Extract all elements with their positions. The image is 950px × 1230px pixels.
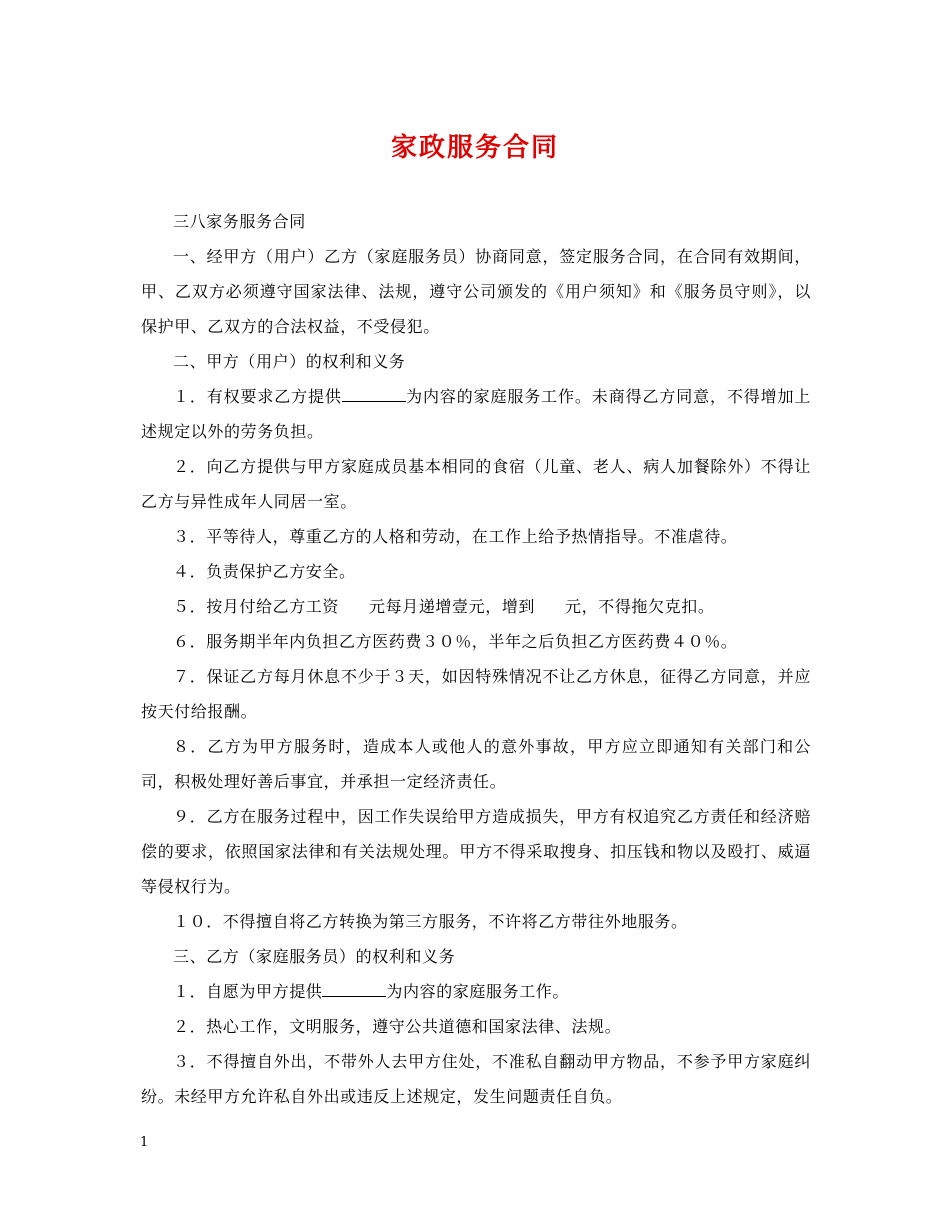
clause-text: 为内容的家庭服务工作。未商得乙方同意，不得增加上述规定以外的劳务负担。	[141, 387, 811, 441]
page-number: 1	[140, 1135, 149, 1150]
section-heading-party-b: 三、乙方（家庭服务员）的权利和义务	[173, 947, 456, 966]
clause-b-3: ３．不得擅自外出，不带外人去甲方住处，不准私自翻动甲方物品，不参予甲方家庭纠纷。未经甲方允许私自外出或违反上述规定，发生问题责任自负。	[141, 1052, 811, 1106]
clause-text: ５．按月付给乙方工资	[173, 597, 340, 616]
clause-a-9: ９．乙方在服务过程中，因工作失误给甲方造成损失，甲方有权追究乙方责任和经济赔偿的要求，依照国家法律和有关法规处理。甲方不得采取搜身、扣压钱和物以及殴打、威逼等侵权行为。	[141, 807, 811, 896]
clause-a-3: ３．平等待人，尊重乙方的人格和劳动，在工作上给予热情指导。不准虐待。	[173, 527, 738, 546]
contract-body	[141, 204, 811, 1114]
clause-a-7: ７．保证乙方每月休息不少于３天，如因特殊情况不让乙方休息，征得乙方同意，并应按天付给报酬。	[141, 667, 811, 721]
clause-b-1	[141, 974, 811, 1009]
fill-in-blank	[322, 982, 386, 997]
paragraph-subtitle: 三八家务服务合同	[173, 212, 306, 231]
section-heading-party-a: 二、甲方（用户）的权利和义务	[173, 352, 406, 371]
clause-text: 元每月递增壹元，增到	[369, 597, 536, 616]
clause-a-4: ４．负责保护乙方安全。	[173, 562, 356, 581]
clause-text: 元，不得拖欠克扣。	[565, 597, 715, 616]
clause-text: １．有权要求乙方提供	[173, 387, 342, 406]
paragraph-intro: 一、经甲方（用户）乙方（家庭服务员）协商同意，签定服务合同，在合同有效期间，甲、乙双方必须遵守国家法律、法规，遵守公司颁发的《用户须知》和《服务员守则》，以保护甲、乙双方的合法权益，不受侵犯。	[141, 247, 811, 336]
clause-a-5	[141, 589, 811, 624]
clause-text: １．自愿为甲方提供	[173, 982, 323, 1001]
page-title: 家政服务合同	[390, 133, 559, 163]
clause-a-10: １０．不得擅自将乙方转换为第三方服务，不许将乙方带往外地服务。	[173, 912, 688, 931]
clause-text: 为内容的家庭服务工作。	[386, 982, 570, 1001]
clause-a-8: ８．乙方为甲方服务时，造成本人或他人的意外事故，甲方应立即通知有关部门和公司，积极处理好善后事宜，并承担一定经济责任。	[141, 737, 811, 791]
fill-in-blank	[342, 387, 406, 402]
clause-a-1	[141, 379, 811, 449]
clause-a-6: ６．服务期半年内负担乙方医药费３０％，半年之后负担乙方医药费４０％。	[173, 632, 738, 651]
clause-a-2: ２．向乙方提供与甲方家庭成员基本相同的食宿（儿童、老人、病人加餐除外）不得让乙方与异性成年人同居一室。	[141, 457, 811, 511]
clause-b-2: ２．热心工作，文明服务，遵守公共道德和国家法律、法规。	[173, 1017, 622, 1036]
